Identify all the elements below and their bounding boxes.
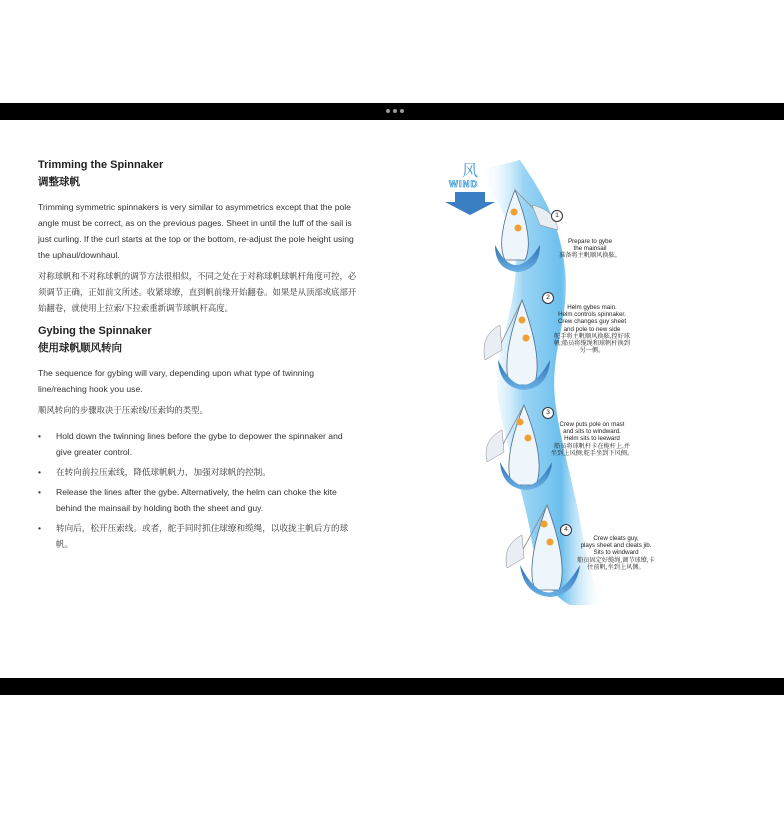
bottom-toolbar [0, 678, 784, 695]
more-options-icon[interactable] [386, 109, 404, 113]
step-number-3: 3 [542, 407, 554, 419]
step-caption-1: Prepare to gybe the mainsail 准备将主帆顺风换舷。 [559, 238, 621, 260]
step-number-2: 2 [542, 292, 554, 304]
gybe-paragraph-zh: 顺风转向的步骤取决于压索线/压索钩的类型。 [38, 405, 208, 415]
gybe-steps-list [38, 428, 360, 552]
trim-paragraph-zh: 对称球帆和不对称球帆的调节方法很相似，不同之处在于对称球帆球帆杆角度可控，必须调节正确，正如前文所述。收紧球缭，直到帆前缘开始翻卷。如果是从顶部或底部开始翻卷，就使用上拉索/下拉索重新调节球帆杆高度。 [38, 271, 357, 313]
trim-paragraph-en: Trimming symmetric spinnakers is very similar to asymmetrics except that the pole angle must be correct, as on the previous pages. Sheet in until the luff of the sail is just curling. If the curl starts at the top or the bottom, re-adjust the pole height using the uphaul/downhaul. [38, 202, 354, 260]
step-caption-3: Crew puts pole on mast and sits to windward. Helm sits to leeward 船员将球帆杆卡在桅杆上,并 坐到上风侧;舵手坐到下风侧。 [550, 421, 634, 457]
gybe-paragraph-en: The sequence for gybing will vary, depending upon what type of twinning line/reaching hook you use. [38, 368, 314, 394]
list-item: • Release the lines after the gybe. Alternatively, the helm can choke the kite behind the mainsail by holding both the sheet and guy. [38, 484, 360, 516]
gybe-heading-zh: 使用球帆顺风转向 [38, 342, 122, 354]
list-item: • 转向后，松开压索线。或者，舵手同时抓住球缭和缆绳，以收拢主帆后方的球帆。 [38, 520, 360, 552]
step-number-1: 1 [551, 210, 563, 222]
wind-label-zh: 风 [462, 161, 479, 180]
top-toolbar [0, 103, 784, 120]
list-item: • 在转向前拉压索线，降低球帆帆力，加强对球帆的控制。 [38, 464, 360, 480]
step-caption-2: Helm gybes main. Helm controls spinnaker. Crew changes guy sheet and pole to new side 舵手将主帆顺风换舷,控好球 帆;船员将缆绳和球帆杆换到 另一侧。 [554, 304, 630, 355]
list-item: • Hold down the twinning lines before the gybe to depower the spinnaker and give greater control. [38, 428, 360, 460]
trim-heading-zh: 调整球帆 [38, 176, 80, 188]
text-column [38, 158, 360, 556]
step-number-4: 4 [560, 524, 572, 536]
wind-label-en: WIND [449, 179, 479, 190]
step-caption-4: Crew cleats guy, plays sheet and cleats jib. Sits to windward 船员固定好缆绳,调节球缭,卡 住前帆,坐到上风侧。 [577, 535, 655, 571]
gybe-heading-en: Gybing the Spinnaker [38, 325, 152, 337]
wind-arrow-icon [445, 192, 495, 215]
trim-heading-en: Trimming the Spinnaker [38, 159, 164, 171]
